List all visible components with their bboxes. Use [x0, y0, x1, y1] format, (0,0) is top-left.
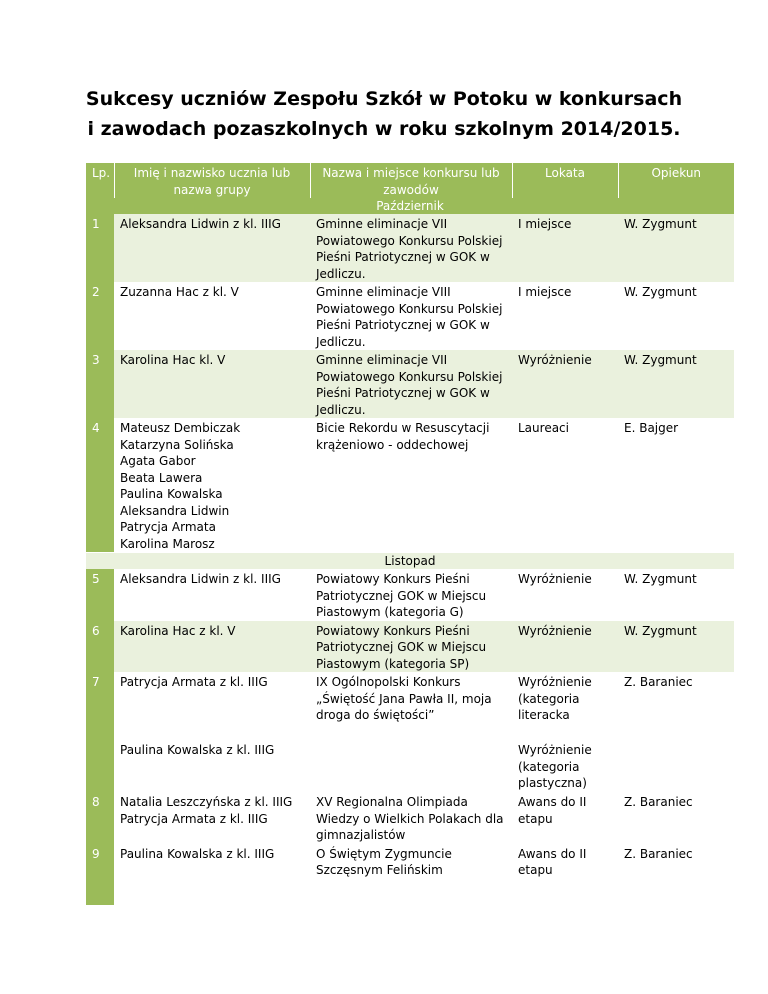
title-line-1: Sukcesy uczniów Zespołu Szkół w Potoku w konkursach [85, 88, 683, 110]
contest-name: IX Ogólnopolski Konkurs „Świętość Jana Pawła II, moja droga do świętości” [310, 672, 512, 740]
student-name: Paulina Kowalska z kl. IIIG [114, 844, 310, 905]
results-table [86, 163, 734, 905]
row-number: 4 [86, 418, 114, 553]
place: Wyróżnienie (kategoria literacka [512, 672, 618, 740]
contest-name: Bicie Rekordu w Resuscytacji krążeniowo - oddechowej [310, 418, 512, 553]
tutor: W. Zygmunt [618, 214, 734, 282]
table-row [86, 740, 734, 792]
student-name: Paulina Kowalska z kl. IIIG [114, 740, 310, 792]
document-title [0, 84, 768, 144]
month-label-october: Październik [86, 198, 734, 214]
place: Awans do II etapu [512, 844, 618, 905]
header-lp: Lp. [86, 163, 114, 198]
row-number: 6 [86, 621, 114, 673]
place: I miejsce [512, 214, 618, 282]
row-number: 9 [86, 844, 114, 905]
row-number: 1 [86, 214, 114, 282]
place: Wyróżnienie [512, 350, 618, 418]
table-header-row [86, 163, 734, 198]
contest-name: XV Regionalna Olimpiada Wiedzy o Wielkich Polakach dla gimnazjalistów [310, 792, 512, 844]
contest-name: Gminne eliminacje VII Powiatowego Konkursu Polskiej Pieśni Patriotycznej w GOK w Jedliczu. [310, 214, 512, 282]
tutor: W. Zygmunt [618, 282, 734, 350]
tutor: W. Zygmunt [618, 621, 734, 673]
place: Wyróżnienie [512, 621, 618, 673]
contest-name: O Świętym Zygmuncie Szczęsnym Felińskim [310, 844, 512, 905]
row-number: 3 [86, 350, 114, 418]
contest-name: Gminne eliminacje VII Powiatowego Konkursu Polskiej Pieśni Patriotycznej w GOK w Jedliczu. [310, 350, 512, 418]
month-row-october [86, 198, 734, 214]
tutor: W. Zygmunt [618, 569, 734, 621]
table-row [86, 844, 734, 905]
student-name: Karolina Hac kl. V [114, 350, 310, 418]
tutor: Z. Baraniec [618, 844, 734, 905]
student-name: Aleksandra Lidwin [120, 503, 230, 518]
student-name: Karolina Marosz [120, 536, 215, 551]
tutor: E. Bajger [618, 418, 734, 553]
tutor: Z. Baraniec [618, 792, 734, 844]
place: Wyróżnienie [512, 569, 618, 621]
month-row-november [86, 553, 734, 570]
student-name: Mateusz Dembiczak [120, 421, 241, 435]
student-name: Patrycja Armata z kl. IIIG [114, 672, 310, 740]
header-place: Lokata [512, 163, 618, 198]
header-tutor: Opiekun [618, 163, 734, 198]
student-name: Karolina Hac z kl. V [114, 621, 310, 673]
row-number: 7 [86, 672, 114, 740]
contest-name: Gminne eliminacje VIII Powiatowego Konkursu Polskiej Pieśni Patriotycznej w GOK w Jedliczu. [310, 282, 512, 350]
tutor: W. Zygmunt [618, 350, 734, 418]
table-row [86, 621, 734, 673]
table-row [86, 350, 734, 418]
tutor: Z. Baraniec [618, 672, 734, 740]
table-row [86, 282, 734, 350]
table-row [86, 214, 734, 282]
header-name: Imię i nazwisko ucznia lub nazwa grupy [114, 163, 310, 198]
student-name: Natalia Leszczyńska z kl. IIIG [120, 795, 293, 809]
table-row [86, 792, 734, 844]
table-row [86, 418, 734, 553]
student-name: Katarzyna Solińska [120, 437, 234, 452]
contest-name-empty [310, 740, 512, 792]
student-name: Patrycja Armata [120, 520, 216, 534]
title-line-2: i zawodach pozaszkolnych w roku szkolnym 2014/2015. [87, 118, 681, 140]
place: Awans do II etapu [512, 792, 618, 844]
place: Wyróżnienie (kategoria plastyczna) [512, 740, 618, 792]
student-name: Beata Lawera [120, 470, 203, 485]
place: Laureaci [512, 418, 618, 553]
table-row [86, 569, 734, 621]
row-number: 8 [86, 792, 114, 844]
month-label-november: Listopad [86, 553, 734, 570]
student-name: Zuzanna Hac z kl. V [114, 282, 310, 350]
contest-name: Powiatowy Konkurs Pieśni Patriotycznej GOK w Miejscu Piastowym (kategoria SP) [310, 621, 512, 673]
place: I miejsce [512, 282, 618, 350]
student-name: Paulina Kowalska [120, 487, 223, 501]
header-contest: Nazwa i miejsce konkursu lub zawodów [310, 163, 512, 198]
tutor-empty [618, 740, 734, 792]
contest-name: Powiatowy Konkurs Pieśni Patriotycznej GOK w Miejscu Piastowym (kategoria G) [310, 569, 512, 621]
student-names-list [114, 792, 310, 844]
student-name: Aleksandra Lidwin z kl. IIIG [114, 214, 310, 282]
row-number-empty [86, 740, 114, 792]
student-name: Aleksandra Lidwin z kl. IIIG [114, 569, 310, 621]
student-names-list [114, 418, 310, 553]
student-name: Agata Gabor [120, 454, 196, 468]
row-number: 5 [86, 569, 114, 621]
student-name: Patrycja Armata z kl. IIIG [120, 811, 268, 826]
table-row [86, 672, 734, 740]
row-number: 2 [86, 282, 114, 350]
